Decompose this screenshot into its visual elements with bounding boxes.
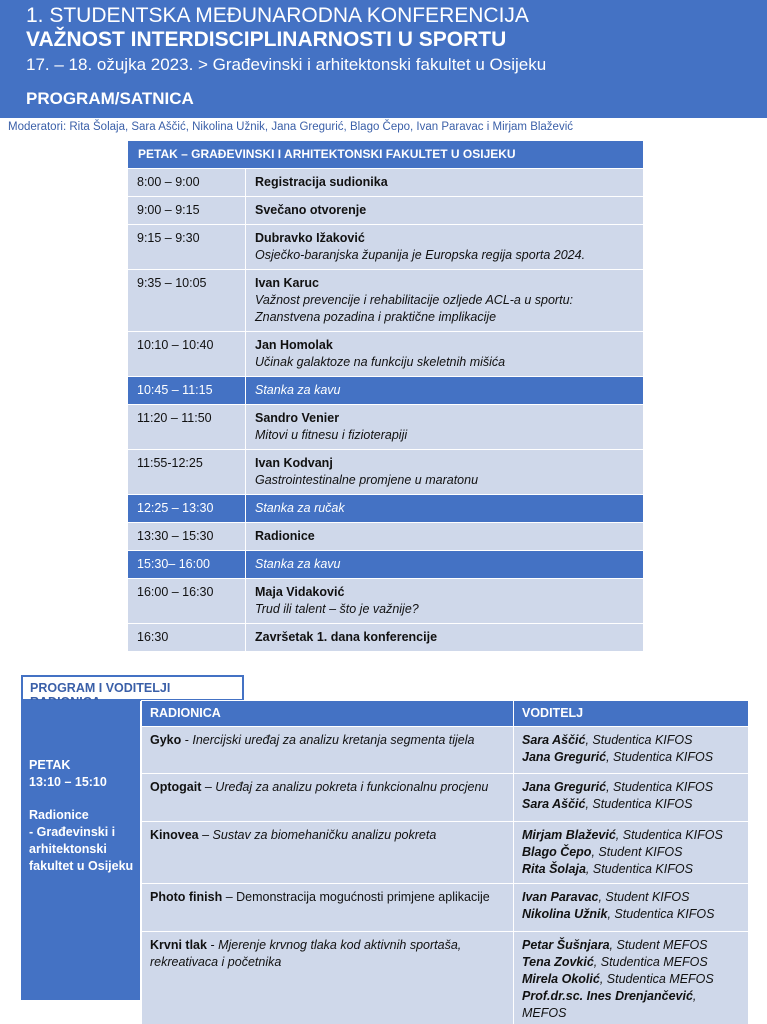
moderators-line: Moderatori: Rita Šolaja, Sara Aščić, Nikolina Užnik, Jana Gregurić, Blago Čepo, Ivan Paravac i Mirjam Blažević bbox=[8, 121, 574, 133]
leader-role: , Student KIFOS bbox=[598, 890, 690, 904]
workshop-cell bbox=[142, 822, 514, 884]
schedule-talk-title: Osječko-baranjska županija je Europska regija sporta 2024. bbox=[255, 248, 586, 262]
schedule-time: 9:15 – 9:30 bbox=[128, 225, 246, 270]
workshop-description: Demonstracija mogućnosti primjene aplikacije bbox=[236, 890, 490, 904]
schedule-row bbox=[128, 225, 644, 270]
workshops-time: 13:10 – 15:10 bbox=[29, 775, 107, 789]
workshop-row bbox=[142, 884, 749, 932]
schedule-speaker: Ivan Karuc bbox=[255, 276, 319, 290]
workshop-row bbox=[142, 932, 749, 1024]
schedule-speaker: Svečano otvorenje bbox=[255, 203, 367, 217]
leader-name: Jana Gregurić bbox=[522, 780, 607, 794]
break-label: Stanka za ručak bbox=[255, 501, 345, 515]
col-header-voditelj: VODITELJ bbox=[514, 701, 749, 727]
schedule-time: 13:30 – 15:30 bbox=[128, 523, 246, 551]
workshop-row bbox=[142, 822, 749, 884]
schedule-item bbox=[246, 523, 644, 551]
schedule-row bbox=[128, 270, 644, 332]
schedule-item bbox=[246, 332, 644, 377]
leader-line bbox=[522, 988, 740, 1022]
schedule-talk-title: Mitovi u fitnesu i fizioterapiji bbox=[255, 428, 408, 442]
header-banner bbox=[0, 0, 767, 118]
schedule-speaker: Završetak 1. dana konferencije bbox=[255, 630, 438, 644]
schedule-table bbox=[127, 140, 644, 652]
schedule-time: 11:20 – 11:50 bbox=[128, 405, 246, 450]
schedule-speaker: Sandro Venier bbox=[255, 411, 340, 425]
schedule-item bbox=[246, 405, 644, 450]
schedule-break-row bbox=[128, 495, 644, 523]
leader-line bbox=[522, 861, 740, 878]
leader-name: Blago Čepo bbox=[522, 845, 592, 859]
conference-number: 1. STUDENTSKA MEĐUNARODNA KONFERENCIJA bbox=[26, 4, 529, 27]
schedule-time: 12:25 – 13:30 bbox=[128, 495, 246, 523]
leader-line bbox=[522, 844, 740, 861]
workshops-day-panel bbox=[21, 700, 140, 1000]
leader-line bbox=[522, 937, 740, 954]
schedule-title: PETAK – GRAĐEVINSKI I ARHITEKTONSKI FAKULTET U OSIJEKU bbox=[128, 141, 644, 169]
schedule-break-row bbox=[128, 377, 644, 405]
leader-line bbox=[522, 827, 740, 844]
schedule-row bbox=[128, 624, 644, 652]
schedule-speaker: Dubravko Ižaković bbox=[255, 231, 365, 245]
schedule-row bbox=[128, 405, 644, 450]
leader-name: Mirjam Blažević bbox=[522, 828, 616, 842]
schedule-row bbox=[128, 579, 644, 624]
schedule-time: 10:45 – 11:15 bbox=[128, 377, 246, 405]
schedule-item bbox=[246, 225, 644, 270]
schedule-item bbox=[246, 495, 644, 523]
leader-name: Ivan Paravac bbox=[522, 890, 599, 904]
workshop-description: Sustav za biomehaničku analizu pokreta bbox=[212, 828, 437, 842]
leader-line bbox=[522, 906, 740, 923]
leader-name: Petar Šušnjara bbox=[522, 938, 610, 952]
workshops-title: Radionice bbox=[29, 808, 89, 822]
workshop-cell bbox=[142, 727, 514, 774]
leader-role: , MEFOS bbox=[522, 989, 697, 1020]
schedule-speaker: Jan Homolak bbox=[255, 338, 333, 352]
break-label: Stanka za kavu bbox=[255, 383, 341, 397]
schedule-time: 16:30 bbox=[128, 624, 246, 652]
leader-name: Sara Aščić bbox=[522, 733, 586, 747]
workshop-cell bbox=[142, 932, 514, 1024]
schedule-time: 10:10 – 10:40 bbox=[128, 332, 246, 377]
workshop-cell bbox=[142, 774, 514, 822]
workshop-description: Uređaj za analizu pokreta i funkcionalnu procjenu bbox=[215, 780, 489, 794]
workshop-separator: – bbox=[222, 890, 237, 904]
conference-title: VAŽNOST INTERDISCIPLINARNOSTI U SPORTU bbox=[26, 28, 507, 51]
workshops-day: PETAK bbox=[29, 758, 71, 772]
schedule-time: 16:00 – 16:30 bbox=[128, 579, 246, 624]
schedule-row bbox=[128, 197, 644, 225]
schedule-talk-title: Gastrointestinalne promjene u maratonu bbox=[255, 473, 479, 487]
schedule-item bbox=[246, 450, 644, 495]
schedule-speaker: Ivan Kodvanj bbox=[255, 456, 333, 470]
conference-date-venue: 17. – 18. ožujka 2023. > Građevinski i arhitektonski fakultet u Osijeku bbox=[26, 55, 547, 74]
workshop-row bbox=[142, 774, 749, 822]
leader-role: , Studentica KIFOS bbox=[585, 797, 693, 811]
leader-role: , Studentica KIFOS bbox=[585, 862, 693, 876]
workshop-cell bbox=[142, 884, 514, 932]
leader-role: , Student MEFOS bbox=[609, 938, 708, 952]
workshop-name: Photo finish bbox=[150, 890, 223, 904]
break-label: Stanka za kavu bbox=[255, 557, 341, 571]
workshop-name: Gyko bbox=[150, 733, 182, 747]
leader-line bbox=[522, 749, 740, 766]
schedule-time: 8:00 – 9:00 bbox=[128, 169, 246, 197]
leader-role: , Studentica KIFOS bbox=[615, 828, 723, 842]
schedule-talk-title: Trud ili talent – što je važnije? bbox=[255, 602, 419, 616]
workshop-row bbox=[142, 727, 749, 774]
leader-name: Prof.dr.sc. Ines Drenjančević bbox=[522, 989, 693, 1003]
leader-name: Sara Aščić bbox=[522, 797, 586, 811]
program-heading: PROGRAM/SATNICA bbox=[26, 89, 194, 108]
leader-role: , Studentica MEFOS bbox=[599, 972, 714, 986]
workshop-separator: - bbox=[206, 938, 219, 952]
schedule-row bbox=[128, 169, 644, 197]
col-header-radionica: RADIONICA bbox=[142, 701, 514, 727]
schedule-row bbox=[128, 332, 644, 377]
schedule-row bbox=[128, 450, 644, 495]
workshop-leaders bbox=[514, 822, 749, 884]
schedule-item bbox=[246, 377, 644, 405]
leader-name: Nikolina Užnik bbox=[522, 907, 608, 921]
workshop-leaders bbox=[514, 932, 749, 1024]
workshops-table bbox=[141, 700, 749, 1024]
leader-role: , Studentica MEFOS bbox=[593, 955, 708, 969]
schedule-time: 11:55-12:25 bbox=[128, 450, 246, 495]
leader-line bbox=[522, 889, 740, 906]
workshop-separator: – bbox=[201, 780, 216, 794]
leader-name: Jana Gregurić bbox=[522, 750, 607, 764]
schedule-item bbox=[246, 551, 644, 579]
leader-role: , Student KIFOS bbox=[591, 845, 683, 859]
workshops-tab: PROGRAM I VODITELJI bbox=[21, 675, 244, 701]
schedule-item bbox=[246, 270, 644, 332]
leader-line bbox=[522, 954, 740, 971]
schedule-title-row bbox=[128, 141, 644, 169]
workshop-name: Krvni tlak bbox=[150, 938, 207, 952]
leader-name: Rita Šolaja bbox=[522, 862, 586, 876]
workshop-description: Inercijski uređaj za analizu kretanja segmenta tijela bbox=[192, 733, 475, 747]
schedule-item bbox=[246, 624, 644, 652]
leader-role: , Studentica KIFOS bbox=[606, 780, 714, 794]
schedule-talk-title: Važnost prevencije i rehabilitacije ozljede ACL-a u sportu: Znanstvena pozadina i praktične implikacije bbox=[255, 293, 573, 324]
schedule-break-row bbox=[128, 551, 644, 579]
schedule-item bbox=[246, 579, 644, 624]
schedule-item bbox=[246, 169, 644, 197]
leader-name: Mirela Okolić bbox=[522, 972, 600, 986]
leader-line bbox=[522, 796, 740, 813]
leader-role: , Studentica KIFOS bbox=[585, 733, 693, 747]
workshop-leaders bbox=[514, 727, 749, 774]
leader-line bbox=[522, 971, 740, 988]
schedule-speaker: Maja Vidaković bbox=[255, 585, 345, 599]
schedule-speaker: Radionice bbox=[255, 529, 315, 543]
workshop-separator: - bbox=[181, 733, 193, 747]
schedule-row bbox=[128, 523, 644, 551]
schedule-item bbox=[246, 197, 644, 225]
workshop-description: Mjerenje krvnog tlaka kod aktivnih sportaša, rekreativaca i početnika bbox=[150, 938, 462, 969]
leader-line bbox=[522, 732, 740, 749]
schedule-time: 9:00 – 9:15 bbox=[128, 197, 246, 225]
workshops-place: - Građevinski i arhitektonski fakultet u Osijeku bbox=[29, 825, 134, 873]
schedule-time: 15:30– 16:00 bbox=[128, 551, 246, 579]
leader-name: Tena Zovkić bbox=[522, 955, 594, 969]
leader-role: , Studentica KIFOS bbox=[606, 750, 714, 764]
leader-role: , Studentica KIFOS bbox=[607, 907, 715, 921]
workshop-separator: – bbox=[198, 828, 213, 842]
schedule-speaker: Registracija sudionika bbox=[255, 175, 388, 189]
workshop-name: Kinovea bbox=[150, 828, 199, 842]
schedule-time: 9:35 – 10:05 bbox=[128, 270, 246, 332]
schedule-talk-title: Učinak galaktoze na funkciju skeletnih mišića bbox=[255, 355, 506, 369]
workshop-leaders bbox=[514, 884, 749, 932]
workshop-name: Optogait bbox=[150, 780, 202, 794]
leader-line bbox=[522, 779, 740, 796]
workshop-leaders bbox=[514, 774, 749, 822]
